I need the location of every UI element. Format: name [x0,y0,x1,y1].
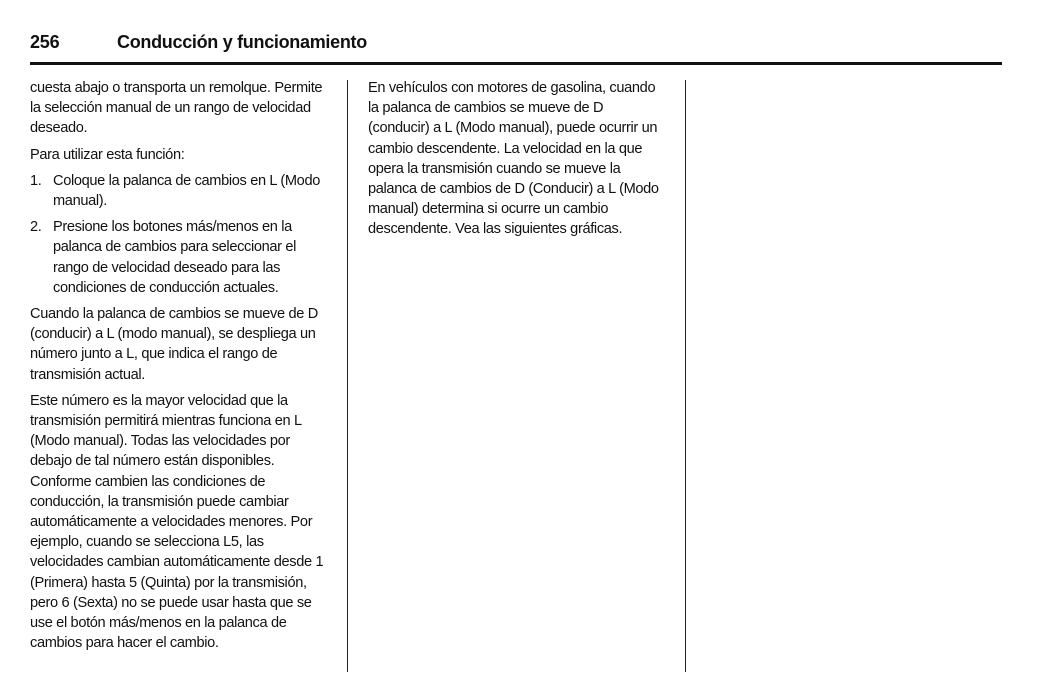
list-item [30,171,332,211]
page-header [30,30,1002,62]
steps-list [30,171,332,298]
intro-paragraph: cuesta abajo o transporta un remolque. Permite la selección manual de un rango de velocidad deseado. [30,80,323,137]
lead-in-text: Para utilizar esta función: [30,146,185,163]
step-number: 1. [30,172,42,189]
header-rule [30,62,1002,65]
text-column-2 [368,78,668,246]
page-number: 256 [30,32,60,52]
step-text: Coloque la palanca de cambios en L (Modo manual). [53,172,320,210]
body-paragraph: Este número es la mayor velocidad que la transmisión permitirá mientras funciona en L (Modo manual). Todas las velocidades por debajo de tal número están disponibles. Conforme cambien las condiciones de conducción, la transmisión puede cambiar automáticamente a velocidades menores. Por ejemplo, cuando se selecciona L5, las velocidades cambian automáticamente desde 1 (Primera) hasta 5 (Quinta) por la transmisión, pero 6 (Sexta) no se puede usar hasta que se use el botón más/menos en la palanca de cambios para hacer el cambio. [30,392,324,652]
step-text: Presione los botones más/menos en la palanca de cambios para seleccionar el rango de velocidad deseado para las condiciones de conducción actuales. [53,219,297,296]
list-item [30,217,332,298]
chapter-title: Conducción y funcionamiento [117,32,367,52]
step-number: 2. [30,219,42,236]
body-paragraph: En vehículos con motores de gasolina, cuando la palanca de cambios se mueve de D (conducir) a L (Modo manual), puede ocurrir un cambio descendente. La velocidad en la que opera la transmisión cuando se mueve la palanca de cambios de D (Conducir) a L (Modo manual) determina si ocurre un cambio descendente. Vea las siguientes gráficas. [368,80,659,238]
body-paragraph: Cuando la palanca de cambios se mueve de D (conducir) a L (modo manual), se despliega un número junto a L, que indica el rango de transmisión actual. [30,306,318,383]
column-divider [347,80,348,672]
column-divider [685,80,686,672]
text-column-1 [30,78,332,659]
